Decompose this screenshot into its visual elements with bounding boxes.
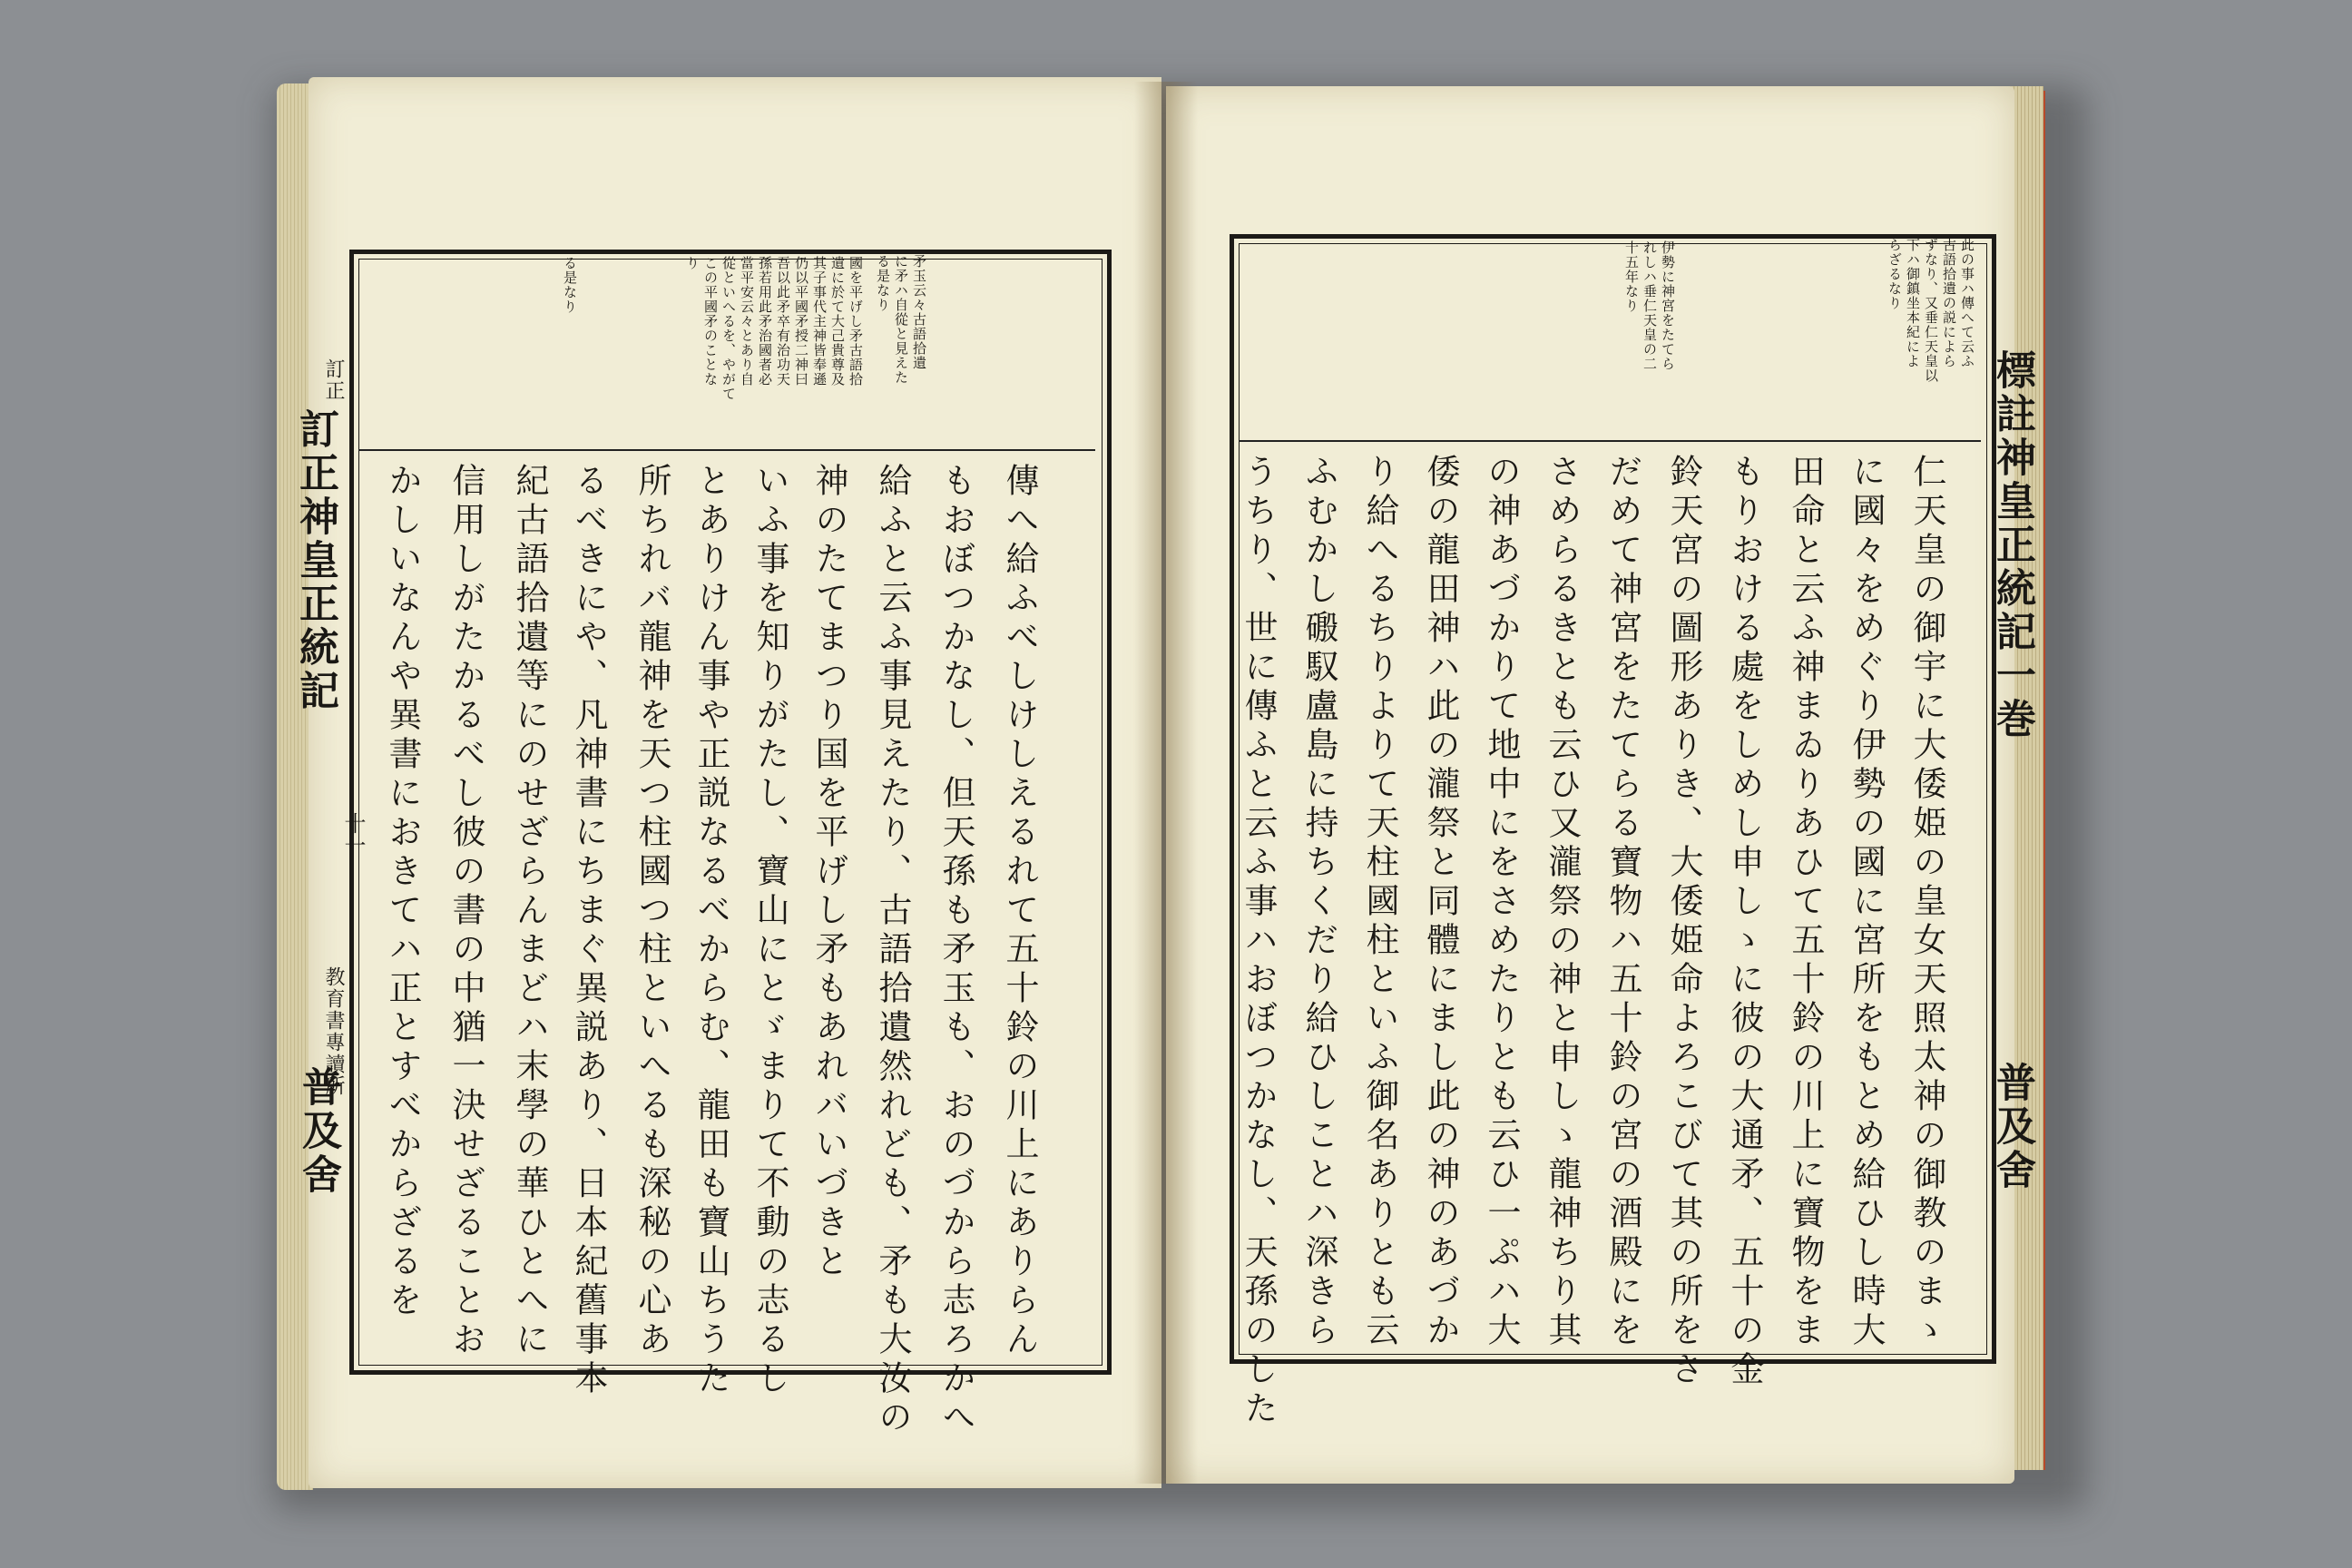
note-line: る是なり xyxy=(875,254,891,312)
note-line: ずなり、又垂仁天皇以 xyxy=(1923,238,1939,383)
text-column: さめらるきとも云ひ又瀧祭の神と申しゝ龍神ちり其 xyxy=(1543,454,1582,1351)
left-note-divider xyxy=(358,449,1095,451)
left-margin-title: 訂正神皇正統記 xyxy=(292,408,338,713)
text-column: 鈴天宮の圖形ありき、大倭姫命よろこびて其の所をさ xyxy=(1664,454,1703,1390)
text-column: 田命と云ふ神まゐりあひて五十鈴の川上に寶物をま xyxy=(1786,454,1825,1351)
note-line: 十五年なり xyxy=(1623,240,1640,313)
text-column: とありけん事や正説なるべからむ、龍田も寶山ちうた xyxy=(691,463,730,1399)
note-line: れしハ垂仁天皇の二 xyxy=(1642,240,1658,371)
right-margin-title: 標註神皇正統記一巻 xyxy=(1989,349,2035,741)
text-column: り給へるちりよりて天柱國柱といふ御名ありとも云 xyxy=(1360,454,1399,1351)
note-line: に矛ハ自從と見えた xyxy=(893,254,909,385)
text-column: かしいなんや異書におきてハ正とすべからざるを xyxy=(383,463,422,1321)
note-line: 矛玉云々古語拾遺 xyxy=(911,254,927,370)
text-column: るべきにや、凡神書にちまぐ異説あり、日本紀舊事本 xyxy=(569,463,608,1399)
note-line: 此の事ハ傳へて云ふ xyxy=(1959,238,1975,368)
right-note-divider xyxy=(1239,440,1981,442)
text-column: 紀古語拾遺等にのせざらんまどハ末學の華ひとへに xyxy=(510,463,549,1360)
note-line: 仍以平國矛授二神曰 xyxy=(793,256,809,387)
left-press-mark: 普及舍 xyxy=(295,1066,341,1197)
left-margin-sub: 訂正 xyxy=(322,358,345,402)
note-line: 當平安云々とあり自 xyxy=(739,256,755,387)
text-column: もりおける處をしめし申しゝに彼の大通矛、五十の金 xyxy=(1725,454,1764,1390)
left-folio: 十一 xyxy=(340,812,366,856)
left-publisher: 教育書專讀所 xyxy=(322,966,345,1097)
text-column: だめて神宮をたてらる寶物ハ五十鈴の宮の酒殿にを xyxy=(1603,454,1642,1351)
note-line: 其子事代主神皆奉遜 xyxy=(811,256,828,387)
note-line: 下ハ御鎮坐本紀によ xyxy=(1905,238,1921,368)
note-line: らざるなり xyxy=(1886,238,1903,310)
right-press-mark: 普及舍 xyxy=(1989,1062,2035,1192)
note-line: 從といへるを、やがて xyxy=(720,256,737,401)
book-gutter xyxy=(1134,82,1198,1484)
note-line: 古語拾遺の説によら xyxy=(1941,238,1957,368)
text-column: の神あづかりて地中にをさめたりとも云ひ一ぷハ大 xyxy=(1482,454,1521,1351)
note-line: 國を平げし矛古語拾 xyxy=(848,256,864,387)
text-column: に國々をめぐり伊勢の國に宮所をもとめ給ひし時大 xyxy=(1847,454,1886,1351)
text-column: もおぼつかなし、但天孫も矛玉も、おのづから志ろかへ xyxy=(936,463,975,1438)
text-column: 仁天皇の御宇に大倭姫の皇女天照太神の御教のまゝ xyxy=(1907,454,1946,1351)
text-column: 給ふと云ふ事見えたり、古語拾遺然れども、矛も大汝の xyxy=(873,463,912,1438)
text-column: 倭の龍田神ハ此の瀧祭と同體にまし此の神のあづか xyxy=(1421,454,1460,1351)
text-column: 信用しがたかるべし彼の書の中猶一決せざることお xyxy=(446,463,485,1360)
text-column: 傳へ給ふべしけしえるれて五十鈴の川上にありらん xyxy=(1000,463,1039,1360)
note-line: 遺に於て大己貴尊及 xyxy=(829,256,846,387)
note-line: る是なり xyxy=(562,256,578,314)
text-column: うちり、世に傳ふと云ふ事ハおぼつかなし、天孫のした xyxy=(1239,454,1278,1429)
left-page-edges xyxy=(277,83,313,1490)
text-column: 所ちれバ龍神を天つ柱國つ柱といへるも深秘の心あ xyxy=(632,463,671,1360)
text-column: 神のたてまつり国を平げし矛もあれバいづきと xyxy=(809,463,848,1282)
text-column: ふむかし磤馭盧島に持ちくだり給ひしことハ深きら xyxy=(1299,454,1338,1351)
note-line: 吾以此矛卒有治功天 xyxy=(775,256,791,387)
note-line: 伊勢に神宮をたてら xyxy=(1660,240,1676,371)
note-line: 孫若用此矛治國者必 xyxy=(757,256,773,387)
note-line: り xyxy=(684,256,701,270)
text-column: いふ事を知りがたし、寶山にとゞまりて不動の志るし xyxy=(750,463,789,1399)
note-line: この平國矛のことな xyxy=(702,256,719,387)
